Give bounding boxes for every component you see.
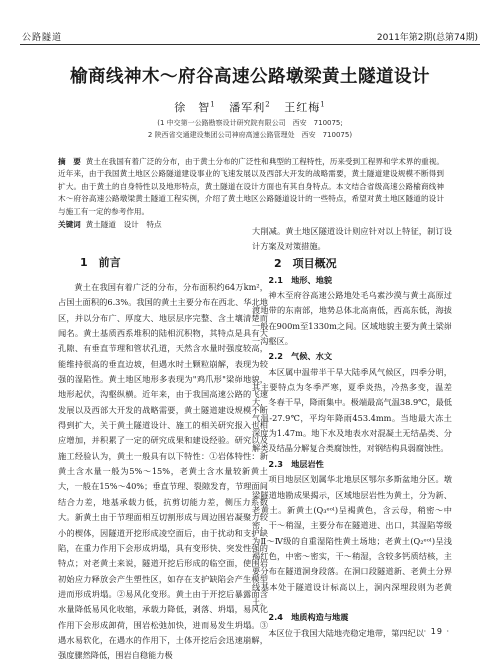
keywords-label: 关键词 (58, 220, 81, 229)
body-paragraph: 项目地层区划属华北地层区鄂尔多斯盆地分区。墩梁隧道地勘成果揭示，区域地层岩性为黄土，分为新、老黄土。新黄土(Q₃ᵉᵒˡ)呈褐黄色，含云母，稍密～中密，干～稍湿，主要分布在隧道进、出口，其湿陷等级为Ⅱ～Ⅳ级的自重湿陷性黄土场地；老黄土(Q₂ᵉᵒˡ)呈浅褐红色，中密～密实，干～稍湿，含较多钙质结核，主要分布在隧道洞身段落。在洞口段隧道新、老黄土分界线基本处于隧道设计标高以上，洞内深埋段则为老黄土。 (252, 474, 452, 607)
body-paragraph: 本区属中温带半干旱大陆季风气候区，四季分明，其主要特点为冬季严寒，夏季炎热，冷热多变，温差大，冬春干旱，降雨集中。极端最高气温38.9℃，最低气温-27.9℃，平均年降雨453.4mm。当地最大冻土深度为1.47m。地下水及地表水对混凝土无结晶类、分解类及结晶分解复合类腐蚀性，对钢结构具弱腐蚀性。 (252, 366, 452, 454)
journal-name: 公路隧道 (22, 33, 63, 43)
abstract (58, 156, 444, 218)
author-affil-mark: 1 (210, 100, 216, 109)
subsection-heading: 2.3 地层岩性 (268, 458, 324, 469)
affiliation-2: 2 陕西省交通建设集团公司神府高速公路管理处 西安 710075) (147, 131, 353, 139)
author-name: 王红梅 (284, 101, 321, 114)
running-header (20, 28, 480, 45)
author-line (0, 99, 500, 115)
subsection-heading: 2.2 气候、水文 (268, 351, 333, 362)
author-name: 潘军利 (229, 101, 266, 114)
section-heading: 2 项目概况 (274, 256, 337, 270)
keywords-text: 黄土隧道 设计 特点 (85, 220, 162, 229)
body-paragraph: 黄土在我国有着广泛的分布，分布面积约64万km²，占国土面积的6.3%。我国的黄土主要分布在西北、华北地区，并以分布广、厚度大、地层层序完整、含土壤清楚而闻名。黄土基质西系堆积的陆相沉积物，其特点是具有大孔隙、有垂直节理和管状孔道，天然含水量时强度较高，能维持很高的垂直边坡，但遇水时土颗粒崩解，表现为较强的湿陷性。黄土地区地形多表现为"鸡爪形"梁峁地貌，地形起伏，沟壑纵横。近年来，由于我国高速公路的飞速发展以及西部大开发的战略需要，黄土隧道建设规模不断得到扩大，关于黄土隧道设计、施工的相关研究报入也相应增加，并积累了一定的研究成果和建设经验。研究以及施工经验认为，黄土一般具有以下特性：①岩体特性：新黄土含水量一般为5%～15%，老黄土含水量较新黄土大，一般在15%～40%；垂直节理、裂隙发育，节理面间结合力差，地基承载力低，抗剪切能力差，侧压力系数大。新黄土由于节理面相互切割形成与周边围岩凝聚力较小的楔体，因隧道开挖形成凌空面后，由于扰动和支护缺陷，在重力作用下会形成坍塌，具有变形快、突发性强的特点；对老黄土来说，隧道开挖后形成的临空面，使围岩初始应力释放会产生塑性区，如存在支护缺陷会产生模型进而形成坍塌。②易风化变形。黄土由于开挖后暴露面含水量降低易风化收缩，承载力降低，剥落、坍塌，易风化作用下会形成卸荷，围岩松弛加快，进而易发生坍塌。③遇水易软化，在遇水的作用下，土体开挖后会迅速崩解，强度骤然降低，围岩自稳能力极 (58, 282, 268, 661)
abstract-label: 摘 要 (58, 157, 81, 166)
left-column (58, 254, 268, 664)
affiliation-1: (1 中交第一公路勘察设计研究院有限公司 西安 710075; (157, 119, 343, 127)
author-name: 徐 智 (174, 101, 211, 114)
author-affil-mark: 2 (265, 100, 271, 109)
issue-info: 2011年第2期(总第74期) (376, 33, 478, 43)
page-number: · 19 · (423, 627, 450, 636)
body-paragraph: 神木至府谷高速公路地处毛乌素沙漠与黄土高原过渡地带的东南部，地势总体北高南低，西高东低，海拔一般在900m至1330m之间。区域地貌主要为黄土梁峁一沟壑区。 (252, 290, 452, 347)
paper-title: 榆商线神木～府谷高速公路墩梁黄土隧道设计 (70, 67, 430, 87)
body-paragraph: 大削减。黄土地区隧道设计则应针对以上特征，制订设计方案及对策措施。 (252, 226, 452, 252)
body-paragraph: 本区位于我国大陆地壳稳定地带，第四纪以 (268, 627, 424, 638)
subsection-heading: 2.4 地质构造与地震 (268, 612, 349, 623)
subsection-heading: 2.1 地形、地貌 (268, 274, 333, 285)
author-affil-mark: 1 (320, 100, 326, 109)
abstract-text: 黄土在我国有着广泛的分布，由于黄土分布的广泛性和典型的工程特性，历来受到工程界和学术界的重视。近年来，由于我国黄土地区公路隧道建设事业的飞速发展以及西部大开发的战略需要，黄土隧道建设规模不断得到扩大。由于黄土的自身特性以及地形特点，黄土隧道在设计方面也有其自身特点。本文结合省级高速公路榆商线神木～府谷高速公路墩梁黄土隧道工程实例，介绍了黄土地区公路隧道设计的一些特点，希望对黄土地区隧道的设计与施工有一定的参考作用。 (58, 157, 445, 216)
section-heading: 1 前言 (80, 256, 121, 269)
right-column (252, 224, 452, 641)
